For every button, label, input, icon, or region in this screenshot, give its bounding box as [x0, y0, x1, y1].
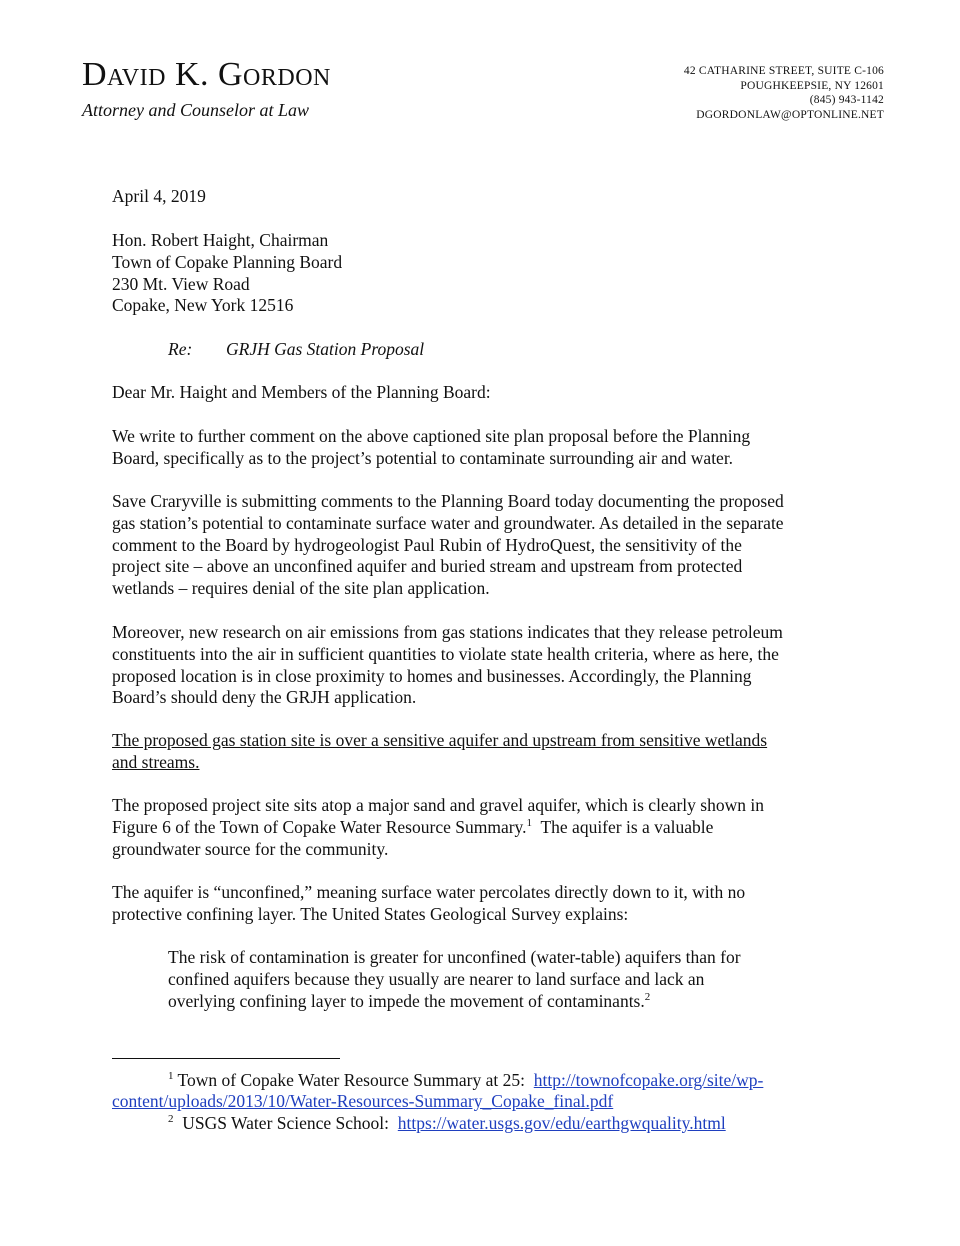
text-line: The proposed project site sits atop a major sand and gravel aquifer, which is clearly shown in — [112, 795, 764, 815]
text-line: Figure 6 of the Town of Copake Water Resource Summary.$^1$ The aquifer is a valuable — [112, 816, 714, 837]
text-line: proposed location is in close proximity to homes and businesses. Accordingly, the Planning — [112, 665, 752, 686]
footnote-1: $^1$ Town of Copake Water Resource Summary at 25: http://townofcopake.org/site/wp- content/uploads/2013/10/Water-Resources-Summary_Copake_final.pdf — [112, 1070, 764, 1111]
text-line: constituents into the air in sufficient quantities to violate state health criteria, where as here, the — [112, 643, 779, 664]
footnote-number: 2 — [168, 1113, 174, 1125]
recipient-line: Copake, New York 12516 — [112, 295, 294, 316]
usgs-quote — [168, 947, 741, 1012]
recipient-line: Hon. Robert Haight, Chairman — [112, 230, 329, 250]
section-heading — [112, 730, 767, 774]
firm-name: David K. Gordon — [82, 56, 331, 93]
re-label: Re: — [168, 339, 193, 359]
text-line: The aquifer is “unconfined,” meaning surface water percolates directly down to it, with no — [112, 882, 746, 902]
recipient-line: 230 Mt. View Road — [112, 273, 250, 294]
recipient-block — [112, 230, 342, 317]
text-line: groundwater source for the community. — [112, 838, 389, 859]
text-line: Save Craryville is submitting comments to the Planning Board today documenting the proposed — [112, 491, 784, 511]
salutation: Dear Mr. Haight and Members of the Planning Board: — [112, 382, 491, 402]
footnote-number: 1 — [168, 1070, 174, 1082]
quote-line: The risk of contamination is greater for unconfined (water-table) aquifers than for — [168, 947, 741, 967]
paragraph-unconfined — [112, 882, 745, 926]
firm-subtitle: Attorney and Counselor at Law — [82, 100, 310, 120]
re-subject: GRJH Gas Station Proposal — [226, 339, 425, 359]
footnote-divider — [112, 1058, 340, 1059]
footnote-ref-2: 2 — [644, 990, 651, 1003]
text-line: project site – above an unconfined aquifer and buried stream and upstream from protected — [112, 556, 743, 577]
quote-line: overlying confining layer to impede the movement of contaminants.$^2$ — [168, 990, 651, 1011]
footnote-link-part[interactable]: http://townofcopake.org/site/wp- — [533, 1070, 764, 1090]
address-street: 42 CATHARINE STREET, SUITE C-106 — [683, 65, 884, 77]
paragraph-aquifer — [112, 795, 764, 860]
paragraph-intro — [112, 426, 750, 470]
recipient-line: Town of Copake Planning Board — [112, 251, 343, 272]
text-line: Moreover, new research on air emissions from gas stations indicates that they release petroleum — [112, 622, 783, 642]
address-city: POUGHKEEPSIE, NY 12601 — [740, 79, 884, 92]
text-line: protective confining layer. The United States Geological Survey explains: — [112, 903, 629, 924]
firm-address — [684, 64, 884, 122]
footnote-link[interactable]: https://water.usgs.gov/edu/earthgwquality.html — [397, 1113, 726, 1133]
heading-line: The proposed gas station site is over a sensitive aquifer and upstream from sensitive wetlands — [112, 730, 768, 750]
heading-line: and streams. — [112, 751, 200, 772]
text-line: gas station’s potential to contaminate surface water and groundwater. As detailed in the separate — [112, 512, 784, 533]
text-line: We write to further comment on the above captioned site plan proposal before the Planning — [112, 426, 751, 446]
footnote-2: $^2$ USGS Water Science School: https://water.usgs.gov/edu/earthgwquality.html — [168, 1113, 726, 1133]
paragraph-save-craryville — [112, 491, 784, 600]
address-phone: (845) 943-1142 — [809, 94, 884, 106]
text-line: Board, specifically as to the project’s potential to contaminate surrounding air and water. — [112, 447, 734, 468]
footnote-ref-1: 1 — [526, 816, 533, 829]
letter-date: April 4, 2019 — [112, 186, 206, 206]
text-line: wetlands – requires denial of the site plan application. — [112, 578, 490, 599]
footnote-link-part[interactable]: content/uploads/2013/10/Water-Resources-Summary_Copake_final.pdf — [112, 1091, 614, 1111]
quote-line: confined aquifers because they usually are nearer to land surface and lack an — [168, 968, 705, 989]
text-line: comment to the Board by hydrogeologist Paul Rubin of HydroQuest, the sensitivity of the — [112, 534, 742, 555]
paragraph-air-emissions — [112, 622, 783, 709]
text-line: Board’s should deny the GRJH application. — [112, 687, 417, 708]
address-email: DGORDONLAW@OPTONLINE.NET — [696, 108, 884, 121]
